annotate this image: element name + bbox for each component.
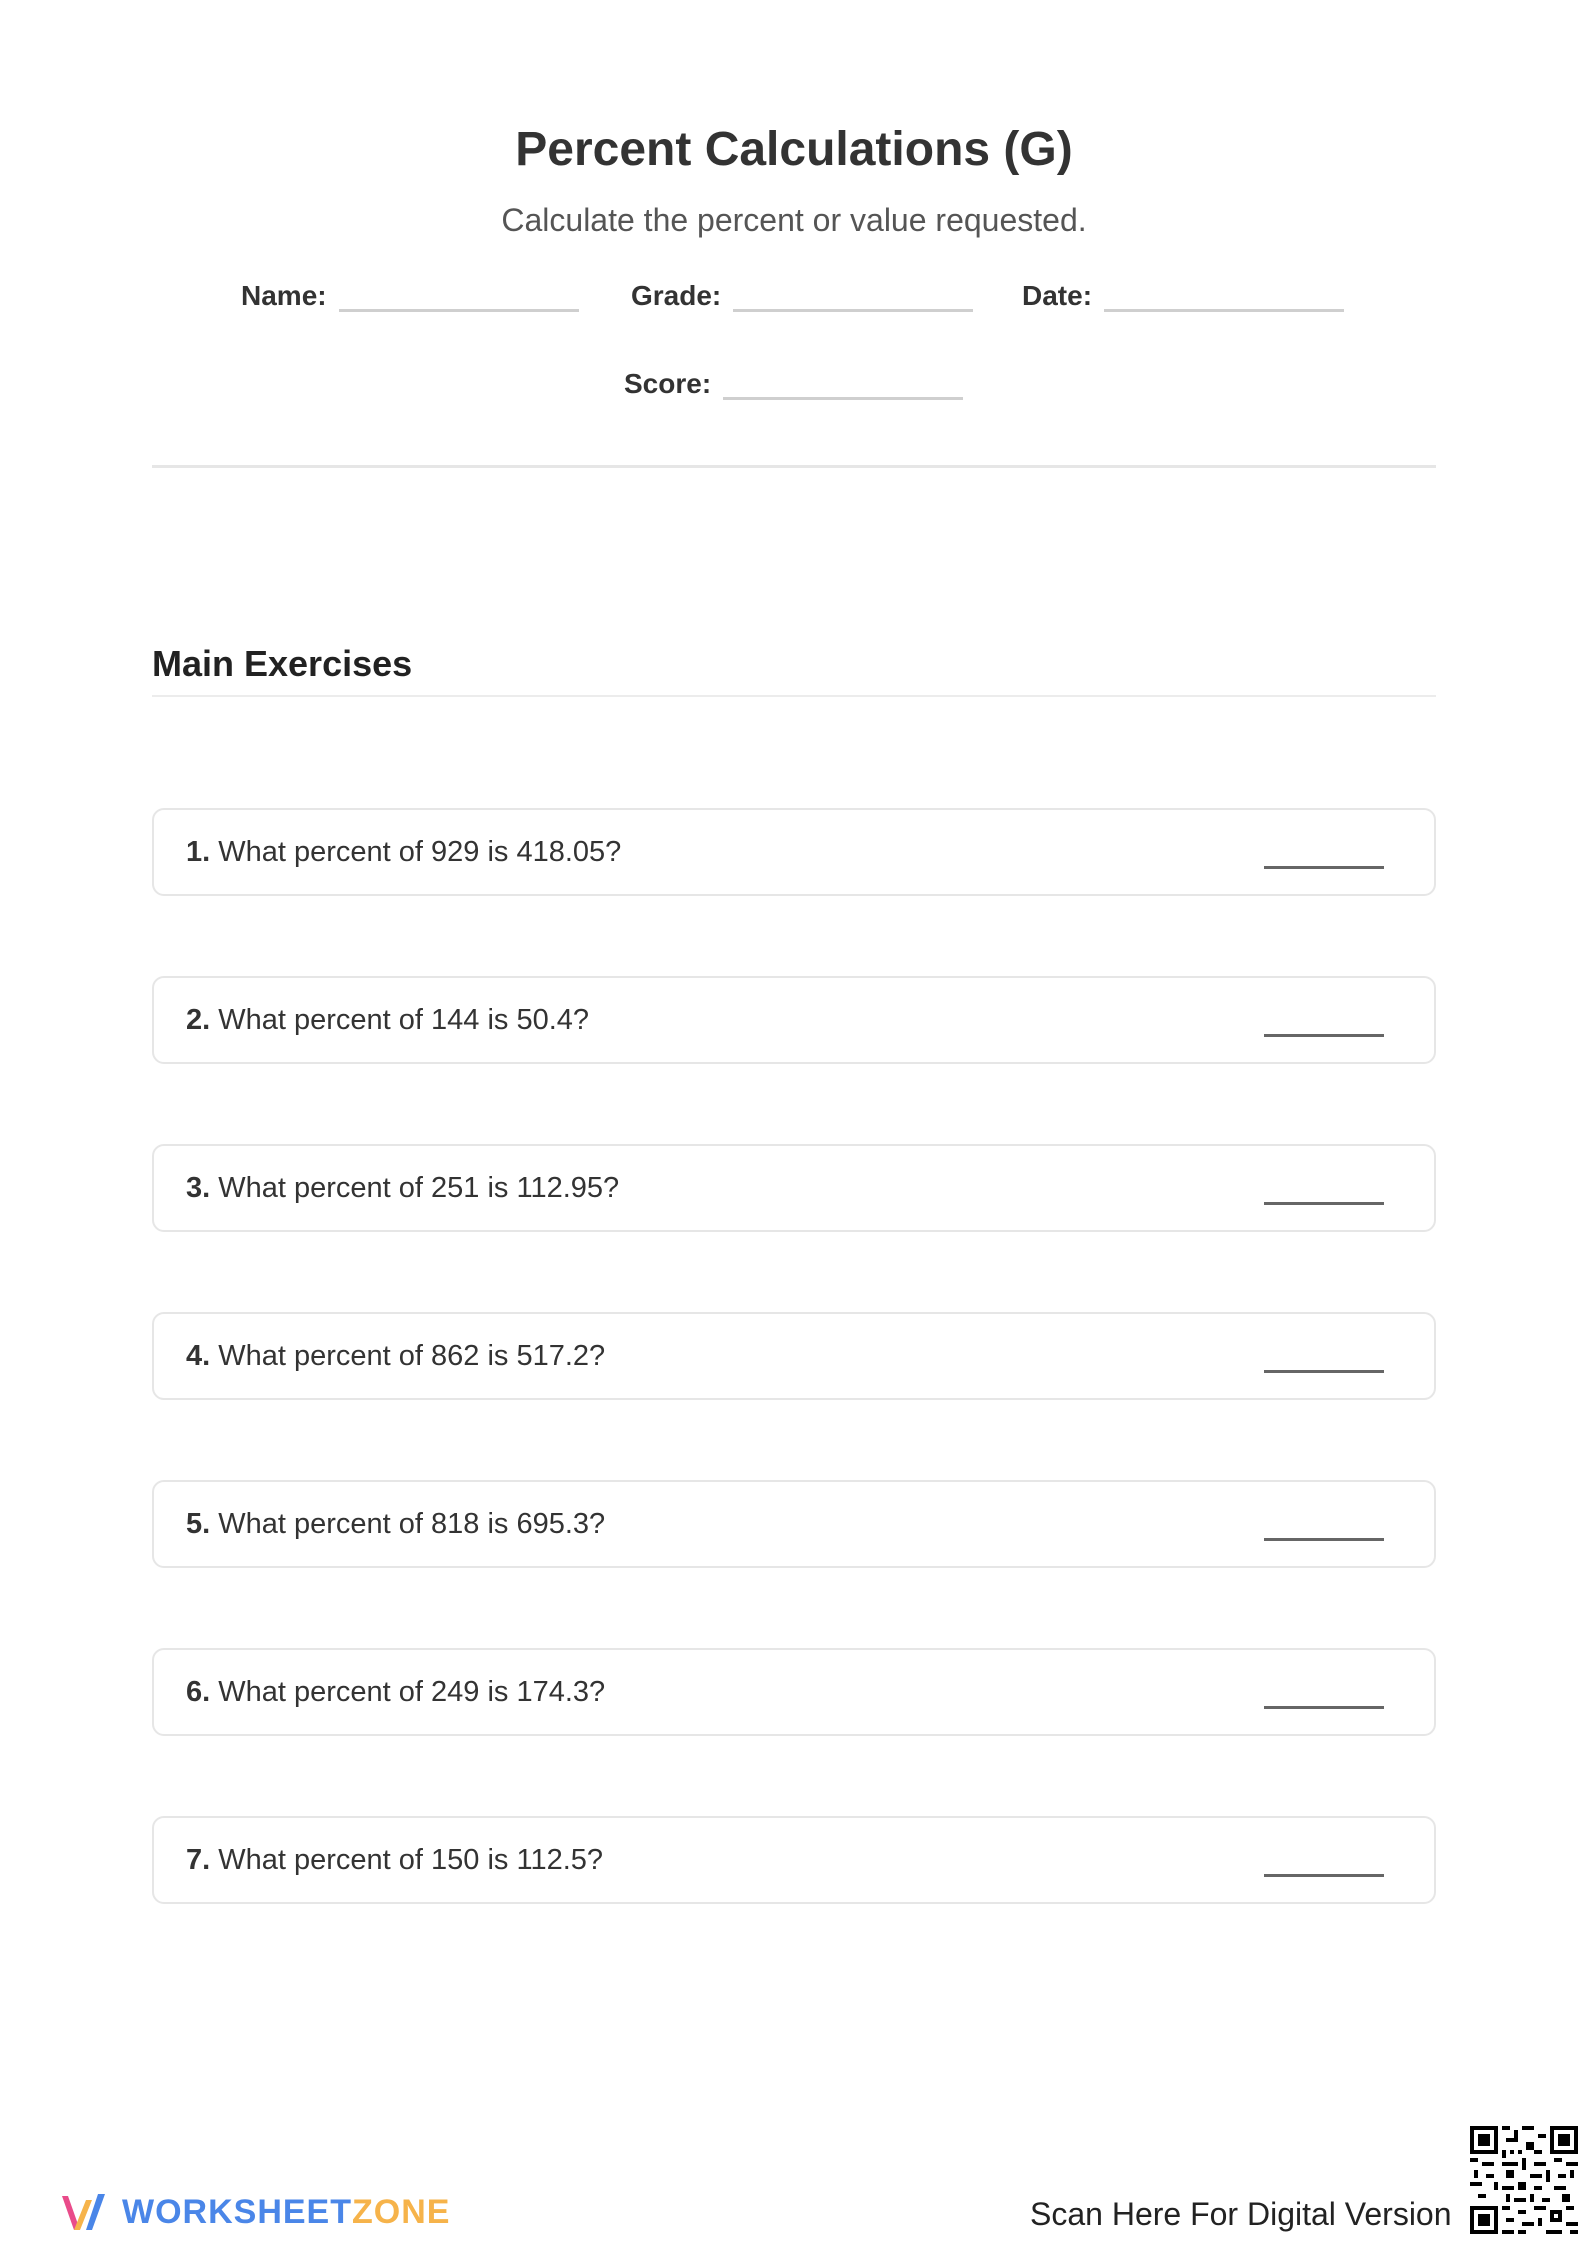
worksheetzone-logo-icon — [58, 2186, 110, 2238]
grade-line[interactable] — [733, 289, 973, 312]
exercise-number: 7. — [186, 1844, 211, 1876]
exercise-text — [186, 1508, 605, 1541]
exercise-text — [186, 1340, 605, 1373]
page-subtitle: Calculate the percent or value requested. — [501, 202, 1087, 238]
answer-line[interactable] — [1264, 866, 1384, 869]
scan-text: Scan Here For Digital Version — [1030, 2196, 1452, 2232]
answer-line[interactable] — [1264, 1706, 1384, 1709]
exercise-question: What percent of 144 is 50.4? — [218, 1004, 590, 1036]
exercise-text — [186, 1004, 589, 1037]
exercise-number: 1. — [186, 836, 211, 868]
exercise-number: 3. — [186, 1172, 211, 1204]
section-title: Main Exercises — [152, 643, 413, 684]
qr-code-icon[interactable] — [1470, 2126, 1578, 2234]
date-line[interactable] — [1104, 289, 1344, 312]
score-line[interactable] — [723, 377, 963, 400]
exercise-card — [152, 808, 1436, 896]
exercise-number: 5. — [186, 1508, 211, 1540]
exercise-card — [152, 1312, 1436, 1400]
exercise-question: What percent of 251 is 112.95? — [218, 1172, 620, 1204]
exercise-question: What percent of 249 is 174.3? — [218, 1676, 606, 1708]
exercise-text — [186, 1172, 619, 1205]
exercise-card — [152, 1480, 1436, 1568]
answer-line[interactable] — [1264, 1874, 1384, 1877]
exercise-question: What percent of 929 is 418.05? — [218, 836, 622, 868]
exercise-number: 2. — [186, 1004, 211, 1036]
exercise-text — [186, 836, 621, 869]
date-label: Date: — [1022, 280, 1093, 311]
page-title: Percent Calculations (G) — [515, 123, 1073, 176]
answer-line[interactable] — [1264, 1370, 1384, 1373]
logo-text-worksheet: WORKSHEET — [122, 2192, 352, 2231]
name-label: Name: — [241, 280, 327, 311]
section-rule — [152, 695, 1436, 697]
exercise-number: 4. — [186, 1340, 211, 1372]
answer-line[interactable] — [1264, 1202, 1384, 1205]
header-divider — [152, 465, 1436, 468]
logo-text-zone: ZONE — [352, 2192, 451, 2231]
exercise-card — [152, 1648, 1436, 1736]
exercise-text — [186, 1676, 605, 1709]
exercise-card — [152, 1144, 1436, 1232]
score-field — [624, 368, 963, 400]
answer-line[interactable] — [1264, 1034, 1384, 1037]
exercise-card — [152, 1816, 1436, 1904]
date-field — [1022, 280, 1344, 312]
exercise-number: 6. — [186, 1676, 211, 1708]
logo-text — [122, 2193, 450, 2232]
exercise-question: What percent of 818 is 695.3? — [218, 1508, 606, 1540]
worksheetzone-logo[interactable] — [58, 2186, 450, 2238]
exercise-text — [186, 1844, 603, 1877]
score-label: Score: — [624, 368, 712, 399]
exercise-card — [152, 976, 1436, 1064]
exercise-question: What percent of 862 is 517.2? — [218, 1340, 606, 1372]
name-field — [241, 280, 579, 312]
exercise-question: What percent of 150 is 112.5? — [218, 1844, 604, 1876]
grade-label: Grade: — [631, 280, 722, 311]
name-line[interactable] — [339, 289, 579, 312]
answer-line[interactable] — [1264, 1538, 1384, 1541]
grade-field — [631, 280, 973, 312]
